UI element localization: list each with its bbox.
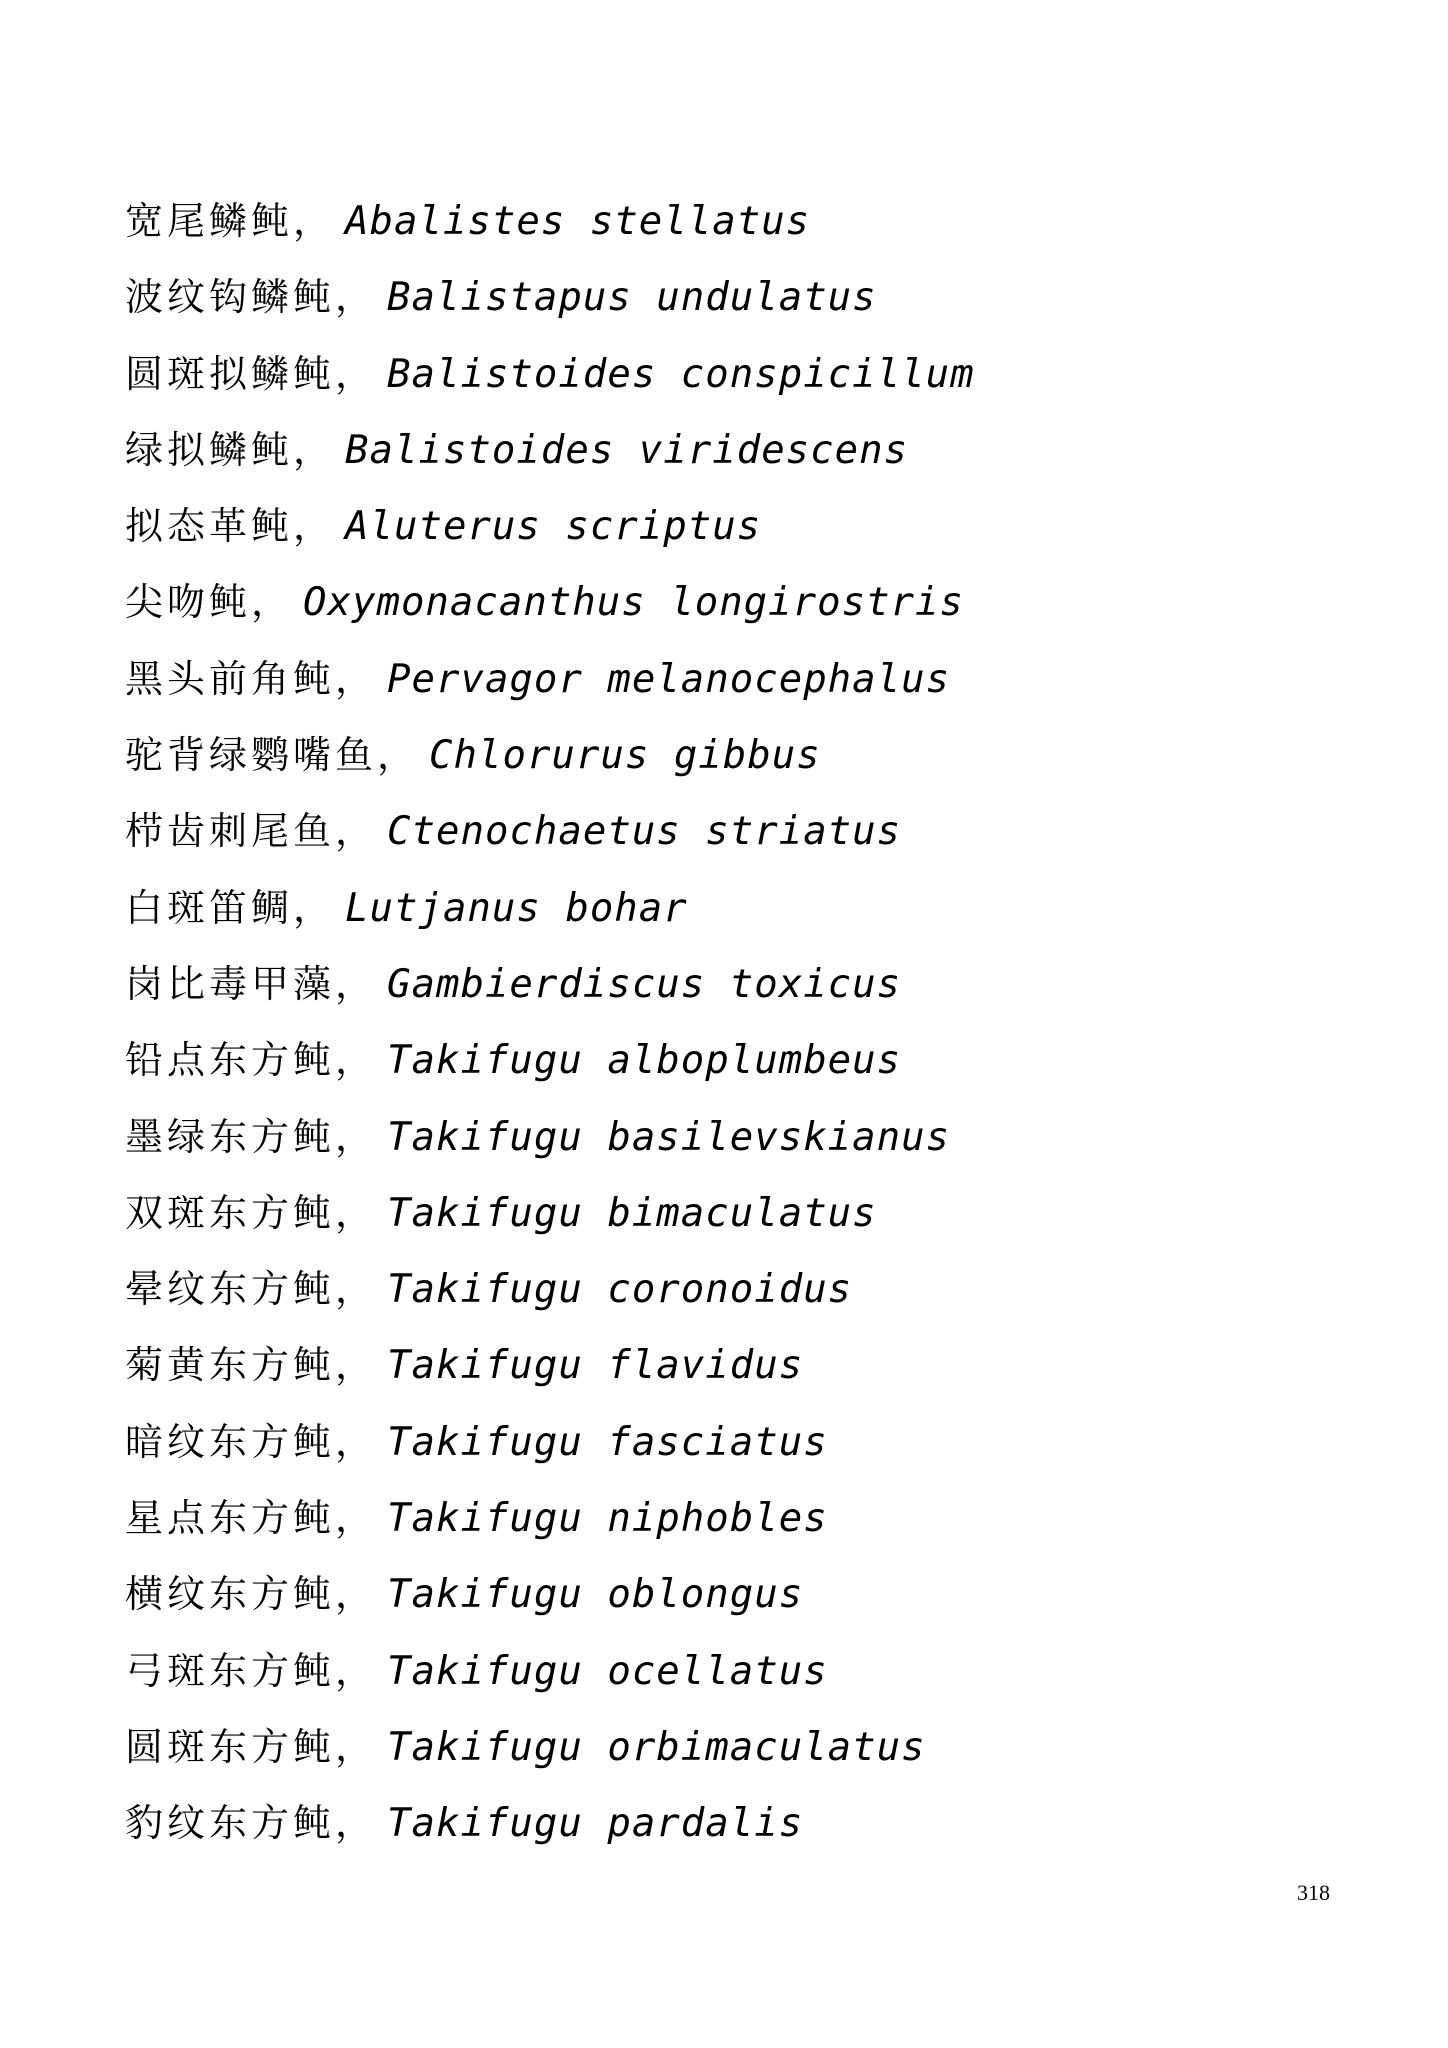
separator: ， <box>335 656 374 701</box>
chinese-name: 菊黄东方鲀 <box>125 1343 336 1388</box>
species-entry <box>125 1175 975 1251</box>
chinese-name: 岗比毒甲藻 <box>125 961 336 1006</box>
separator: ， <box>335 1496 374 1541</box>
separator: ， <box>293 504 332 549</box>
species-entry <box>125 1556 975 1632</box>
separator: ， <box>335 1267 374 1312</box>
separator: ， <box>335 1801 374 1846</box>
species-entry <box>125 1404 975 1480</box>
separator: ， <box>335 1419 374 1464</box>
species-entry <box>125 183 975 259</box>
separator: ， <box>335 1114 374 1159</box>
latin-name: Takifugu niphobles <box>387 1496 828 1542</box>
species-list <box>125 183 975 1862</box>
chinese-name: 圆斑东方鲀 <box>125 1724 336 1769</box>
species-entry <box>125 488 975 564</box>
latin-name: Takifugu ocellatus <box>387 1648 828 1694</box>
latin-name: Takifugu bimaculatus <box>387 1190 877 1236</box>
species-entry <box>125 336 975 412</box>
separator: ， <box>335 1724 374 1769</box>
separator: ， <box>251 580 290 625</box>
chinese-name: 宽尾鳞鲀 <box>125 199 294 243</box>
species-entry <box>125 1022 975 1098</box>
chinese-name: 圆斑拟鳞鲀 <box>125 351 336 396</box>
species-entry <box>125 1709 975 1785</box>
separator: ， <box>335 1572 374 1617</box>
latin-name: Aluterus scriptus <box>345 504 762 550</box>
chinese-name: 栉齿刺尾鱼 <box>125 809 336 854</box>
latin-name: Takifugu flavidus <box>387 1343 804 1389</box>
species-entry <box>125 1480 975 1556</box>
separator: ， <box>335 1343 374 1388</box>
latin-name: Takifugu fasciatus <box>387 1419 828 1465</box>
species-entry <box>125 1251 975 1327</box>
latin-name: Takifugu oblongus <box>387 1572 804 1618</box>
separator: ， <box>335 961 374 1006</box>
separator: ， <box>335 1190 374 1235</box>
separator: ， <box>335 275 374 320</box>
chinese-name: 双斑东方鲀 <box>125 1190 336 1235</box>
latin-name: Balistoides viridescens <box>345 427 909 473</box>
latin-name: Gambierdiscus toxicus <box>387 961 902 1007</box>
latin-name: Oxymonacanthus longirostris <box>303 580 964 626</box>
chinese-name: 星点东方鲀 <box>125 1496 336 1541</box>
chinese-name: 拟态革鲀 <box>125 504 294 549</box>
separator: ， <box>335 809 374 854</box>
separator: ， <box>335 1648 374 1693</box>
chinese-name: 横纹东方鲀 <box>125 1572 336 1617</box>
latin-name: Chlorurus gibbus <box>429 733 821 779</box>
latin-name: Takifugu orbimaculatus <box>387 1724 926 1770</box>
latin-name: Ctenochaetus striatus <box>387 809 902 855</box>
separator: ， <box>377 733 416 778</box>
chinese-name: 波纹钩鳞鲀 <box>125 275 336 320</box>
chinese-name: 暗纹东方鲀 <box>125 1419 336 1464</box>
separator: ， <box>293 427 332 472</box>
chinese-name: 墨绿东方鲀 <box>125 1114 336 1159</box>
page-number: 318 <box>1297 1880 1330 1905</box>
chinese-name: 尖吻鲀 <box>125 580 252 625</box>
species-entry <box>125 1633 975 1709</box>
chinese-name: 绿拟鳞鲀 <box>125 427 294 472</box>
separator: ， <box>335 351 374 396</box>
latin-name: Takifugu basilevskianus <box>387 1114 951 1160</box>
species-entry <box>125 1327 975 1403</box>
species-entry <box>125 1099 975 1175</box>
chinese-name: 黑头前角鲀 <box>125 656 336 701</box>
chinese-name: 晕纹东方鲀 <box>125 1267 336 1312</box>
latin-name: Takifugu coronoidus <box>387 1267 853 1313</box>
species-entry <box>125 946 975 1022</box>
latin-name: Takifugu pardalis <box>387 1801 804 1847</box>
species-entry <box>125 412 975 488</box>
species-entry <box>125 1785 975 1861</box>
species-entry <box>125 641 975 717</box>
chinese-name: 驼背绿鹦嘴鱼 <box>125 733 378 778</box>
latin-name: Balistoides conspicillum <box>387 351 975 397</box>
species-entry <box>125 870 975 946</box>
chinese-name: 铅点东方鲀 <box>125 1038 336 1083</box>
latin-name: Pervagor melanocephalus <box>387 656 951 702</box>
separator: ， <box>293 885 332 930</box>
species-entry <box>125 564 975 640</box>
separator: ， <box>335 1038 374 1083</box>
latin-name: Abalistes stellatus <box>345 199 811 244</box>
chinese-name: 弓斑东方鲀 <box>125 1648 336 1693</box>
chinese-name: 豹纹东方鲀 <box>125 1801 336 1846</box>
species-entry <box>125 259 975 335</box>
latin-name: Takifugu alboplumbeus <box>387 1038 902 1084</box>
latin-name: Balistapus undulatus <box>387 275 877 321</box>
species-entry <box>125 793 975 869</box>
latin-name: Lutjanus bohar <box>345 885 688 931</box>
species-entry <box>125 717 975 793</box>
separator: ， <box>293 199 332 243</box>
chinese-name: 白斑笛鲷 <box>125 885 294 930</box>
